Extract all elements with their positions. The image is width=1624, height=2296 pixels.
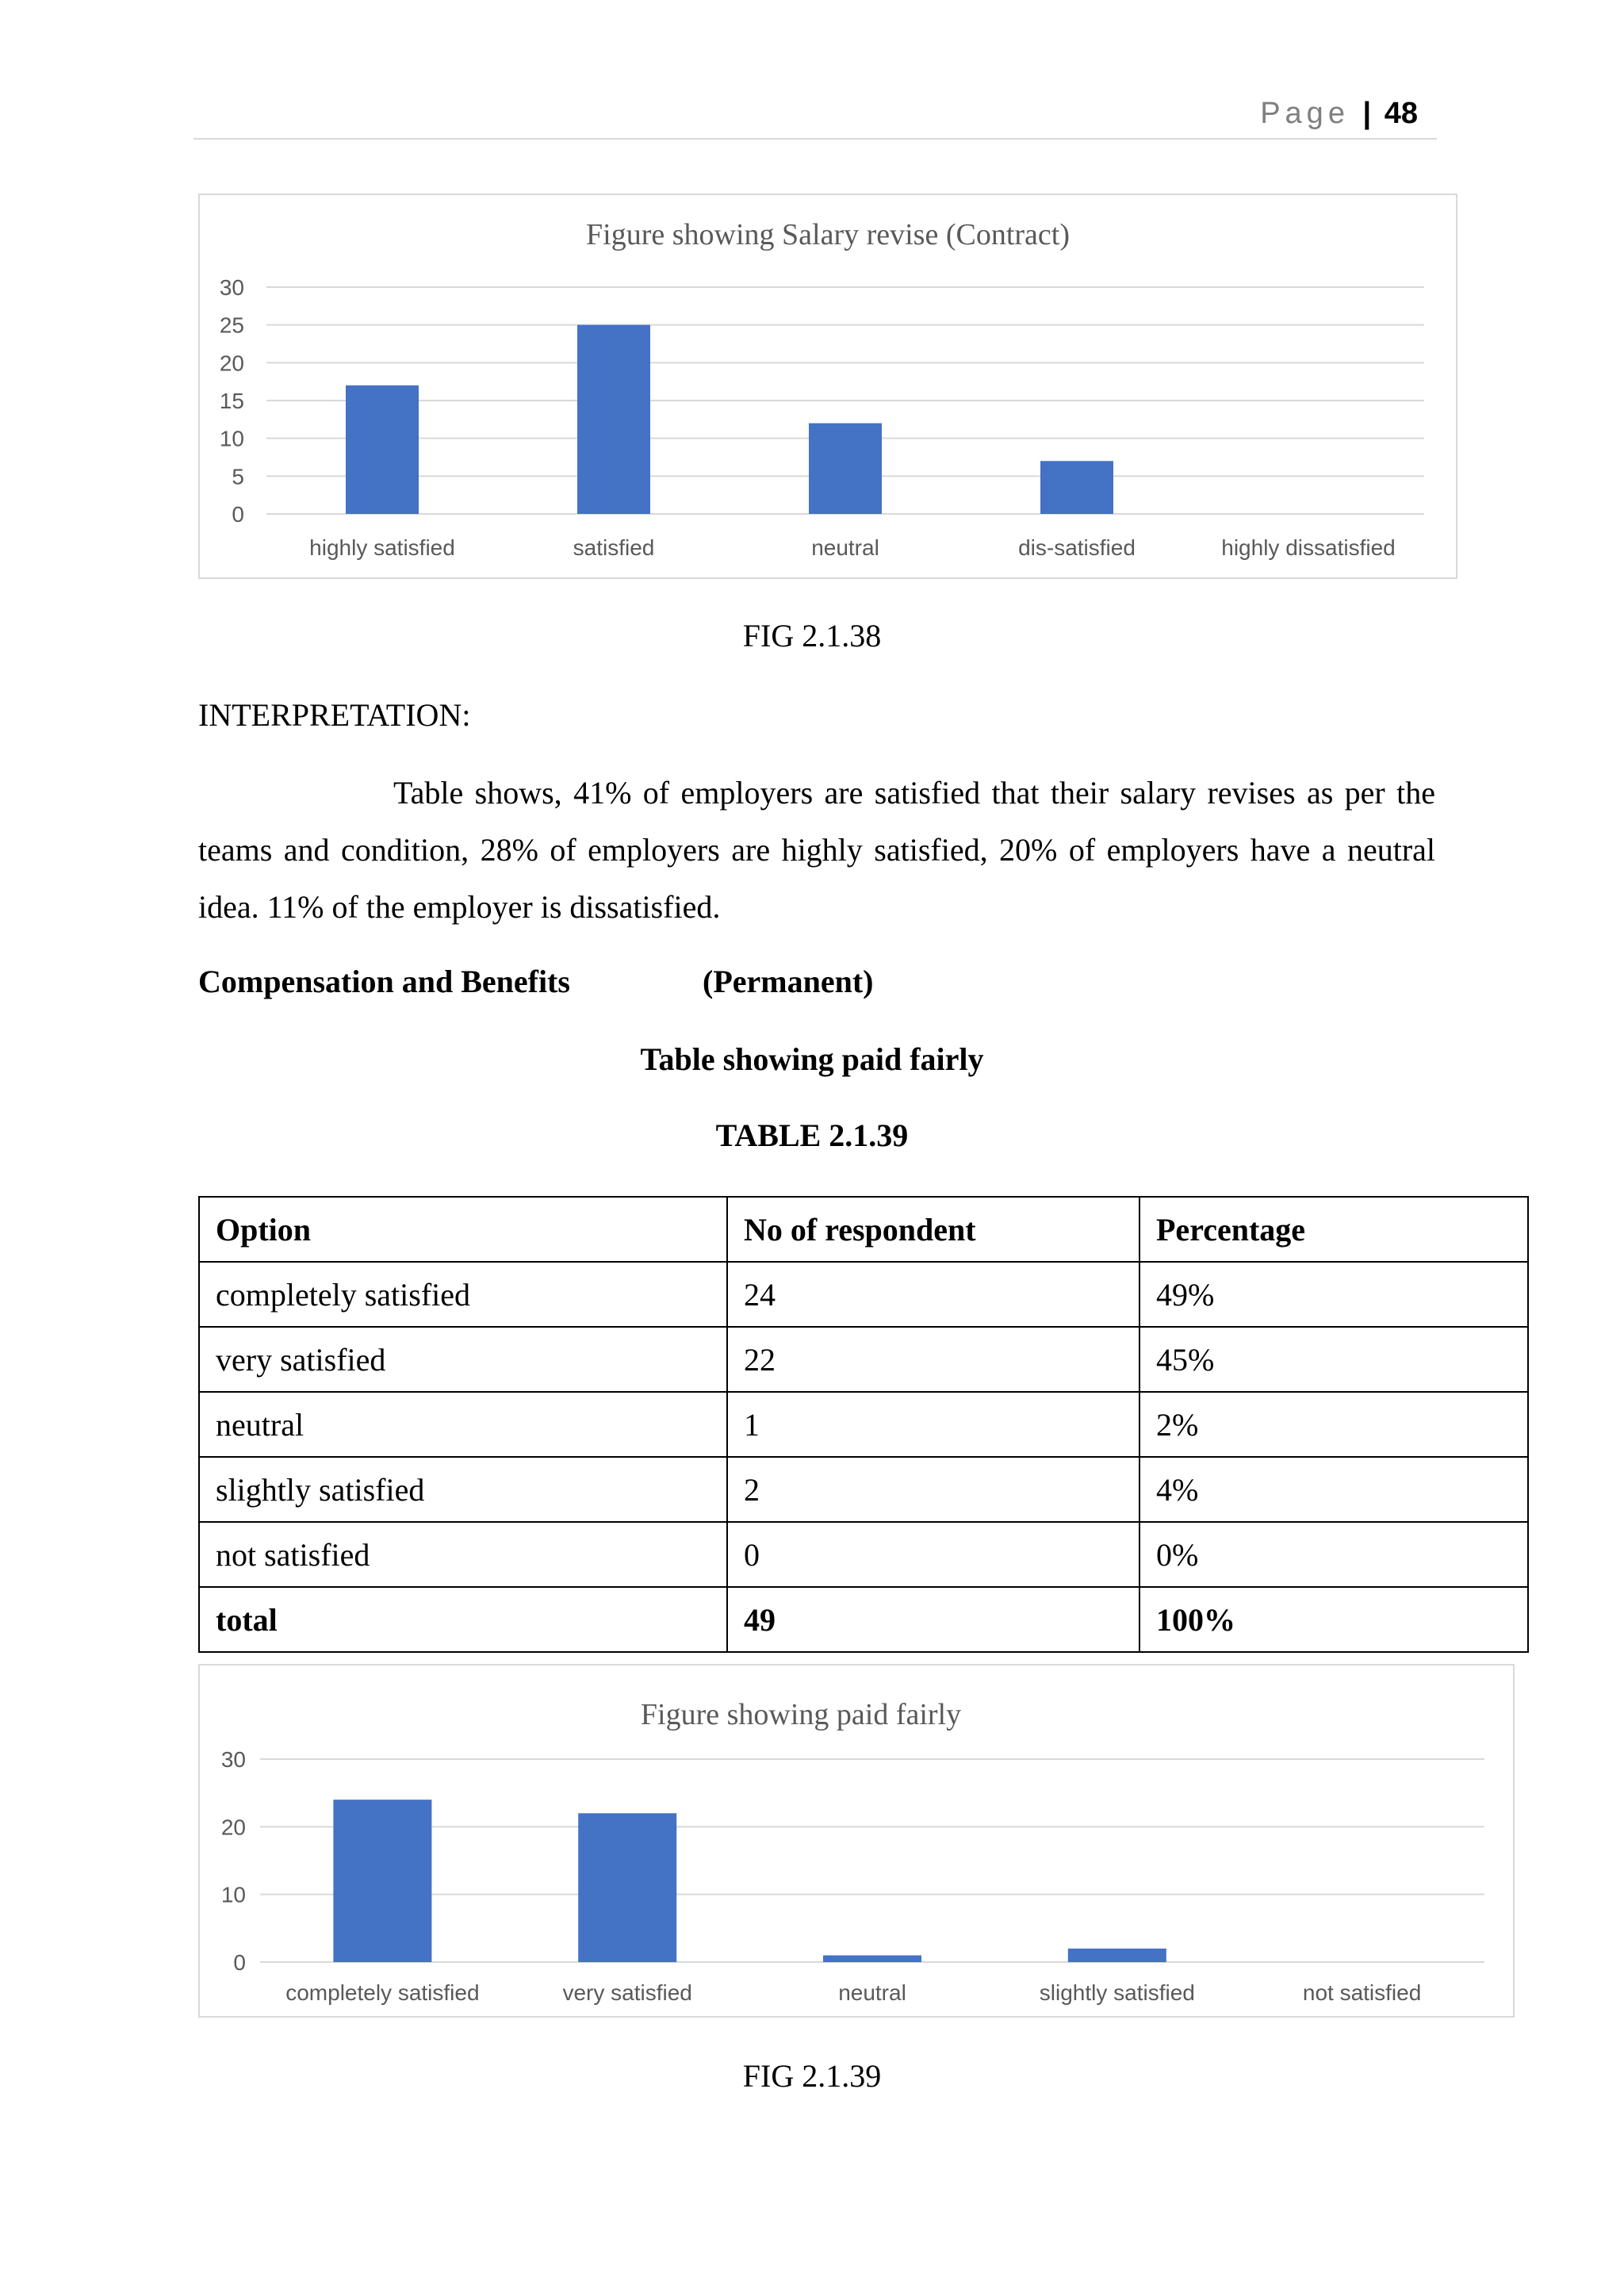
bar-slightly-satisfied xyxy=(1068,1949,1166,1962)
page-word: Page xyxy=(1260,97,1350,130)
x-category-label: highly satisfied xyxy=(309,535,455,560)
cell-percentage: 4% xyxy=(1139,1457,1528,1522)
header-option: Option xyxy=(199,1197,727,1262)
salary-revise-chart xyxy=(198,194,1457,579)
figure-caption-2-1-39: FIG 2.1.39 xyxy=(742,2058,882,2094)
x-category-label: satisfied xyxy=(573,535,655,560)
y-tick-label: 0 xyxy=(232,502,244,527)
y-tick-label: 10 xyxy=(220,1882,246,1907)
chart-title: Figure showing Salary revise (Contract) xyxy=(586,218,1070,251)
paid-fairly-table xyxy=(198,1196,1529,1653)
x-category-label: neutral xyxy=(811,535,879,560)
cell-respondents: 0 xyxy=(727,1522,1139,1587)
bar-neutral xyxy=(823,1955,921,1962)
figure-caption-2-1-38: FIG 2.1.38 xyxy=(742,618,882,654)
chart-title: Figure showing paid fairly xyxy=(640,1698,962,1731)
x-category-label: slightly satisfied xyxy=(1039,1980,1195,2005)
table-number: TABLE 2.1.39 xyxy=(715,1117,909,1153)
cell-respondents: 2 xyxy=(727,1457,1139,1522)
y-tick-label: 30 xyxy=(219,275,244,300)
total-label: total xyxy=(199,1587,727,1652)
section-heading: Compensation and Benefits xyxy=(198,964,570,999)
interpretation-heading: INTERPRETATION: xyxy=(198,697,471,733)
table-row xyxy=(199,1327,1528,1392)
x-category-label: dis-satisfied xyxy=(1018,535,1136,560)
bar-neutral xyxy=(809,424,882,514)
x-category-label: not satisfied xyxy=(1302,1980,1422,2005)
bar-highly-satisfied xyxy=(346,385,419,514)
salary-revise-chart-svg xyxy=(200,195,1456,577)
cell-option: not satisfied xyxy=(199,1522,727,1587)
y-tick-label: 30 xyxy=(220,1747,246,1772)
cell-percentage: 45% xyxy=(1139,1327,1528,1392)
table-row xyxy=(199,1522,1528,1587)
bar-completely-satisfied xyxy=(333,1800,431,1962)
total-respondents: 49 xyxy=(727,1587,1139,1652)
y-tick-label: 0 xyxy=(233,1950,246,1975)
total-percentage: 100% xyxy=(1139,1587,1528,1652)
page-number-label xyxy=(1260,97,1418,131)
y-tick-label: 25 xyxy=(219,312,244,338)
table-title: Table showing paid fairly xyxy=(640,1041,984,1077)
header-percentage: Percentage xyxy=(1139,1197,1528,1262)
paid-fairly-chart xyxy=(198,1664,1515,2018)
y-tick-label: 20 xyxy=(220,1815,246,1840)
cell-percentage: 49% xyxy=(1139,1262,1528,1327)
cell-option: neutral xyxy=(199,1392,727,1457)
interpretation-line-1: Table shows, 41% of employers are satisfied that their salary revises as per the xyxy=(393,775,1435,811)
bar-dis-satisfied xyxy=(1040,461,1113,514)
table-row xyxy=(199,1262,1528,1327)
cell-percentage: 2% xyxy=(1139,1392,1528,1457)
cell-respondents: 1 xyxy=(727,1392,1139,1457)
table-row xyxy=(199,1457,1528,1522)
table-total-row xyxy=(199,1587,1528,1652)
cell-respondents: 24 xyxy=(727,1262,1139,1327)
y-tick-label: 10 xyxy=(219,426,244,451)
x-category-label: completely satisfied xyxy=(285,1980,480,2005)
interpretation-line-3: idea. 11% of the employer is dissatisfied. xyxy=(198,889,721,925)
bar-satisfied xyxy=(577,325,650,514)
cell-percentage: 0% xyxy=(1139,1522,1528,1587)
y-tick-label: 15 xyxy=(219,389,244,413)
cell-option: very satisfied xyxy=(199,1327,727,1392)
y-tick-label: 5 xyxy=(232,464,244,489)
y-tick-label: 20 xyxy=(219,351,244,376)
bar-very-satisfied xyxy=(578,1813,676,1962)
paid-fairly-chart-svg xyxy=(200,1665,1513,2016)
x-category-label: neutral xyxy=(838,1980,906,2005)
header-respondents: No of respondent xyxy=(727,1197,1139,1262)
interpretation-paragraph xyxy=(198,765,1435,936)
page-separator: | xyxy=(1362,97,1372,130)
table-row xyxy=(199,1392,1528,1457)
interpretation-line-2: teams and condition, 28% of employers are highly satisfied, 20% of employers have a neutral xyxy=(198,832,1435,868)
table-header-row xyxy=(199,1197,1528,1262)
cell-option: slightly satisfied xyxy=(199,1457,727,1522)
section-subheading: (Permanent) xyxy=(703,964,874,999)
page-header xyxy=(193,94,1437,140)
x-category-label: highly dissatisfied xyxy=(1221,535,1396,560)
page-number: 48 xyxy=(1384,97,1418,130)
cell-option: completely satisfied xyxy=(199,1262,727,1327)
x-category-label: very satisfied xyxy=(562,1980,692,2005)
cell-respondents: 22 xyxy=(727,1327,1139,1392)
